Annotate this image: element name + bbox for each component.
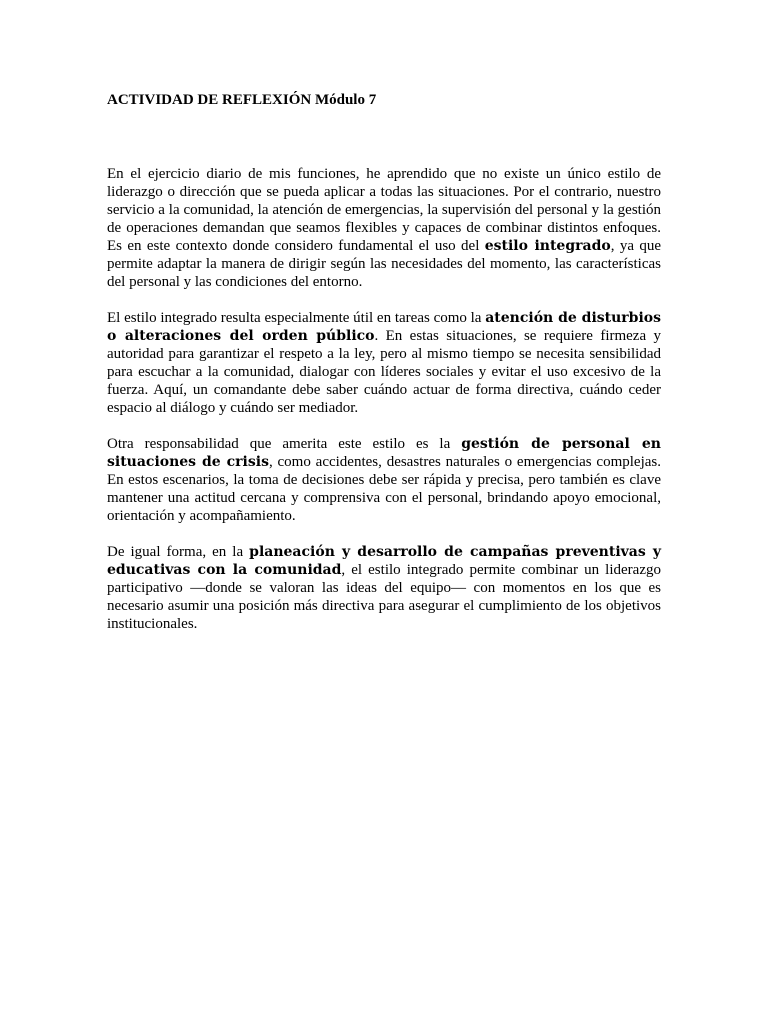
paragraph-2-text-c: . En estas situaciones, se requiere firmeza y autoridad para garantizar el respeto a la ley, pero al mismo tiempo se necesita sensibilidad para escuchar a la comunidad, dialogar con líderes sociales y evitar el uso excesivo de la fuerza. Aquí, un comandante debe saber cuándo actuar de forma directiva, cuándo ceder espacio al diálogo y cuándo ser mediador. — [107, 328, 661, 416]
paragraph-4-text-c: , el estilo integrado permite combinar un liderazgo participativo —donde se valoran las ideas del equipo— con momentos en los que es necesario asumir una posición más directiva para asegurar el cumplimiento de los objetivos institucionales. — [107, 562, 661, 632]
document-body — [107, 91, 661, 651]
document-title: ACTIVIDAD DE REFLEXIÓN Módulo 7 — [107, 92, 377, 108]
paragraph-3-text-c: , como accidentes, desastres naturales o emergencias complejas. En estos escenarios, la toma de decisiones debe ser rápida y precisa, pero también es clave mantener una actitud cercana y comprensiva con el personal, brindando apoyo emocional, orientación y acompañamiento. — [107, 454, 661, 524]
paragraph-2 — [107, 309, 661, 417]
paragraph-2-bold: atención de disturbios o alteraciones del orden público — [107, 310, 662, 344]
paragraph-1-bold: estilo integrado — [484, 238, 611, 254]
paragraph-3-bold: gestión de personal en situaciones de crisis — [107, 436, 661, 470]
paragraph-4 — [107, 543, 661, 633]
paragraph-2-text-a: El estilo integrado resulta especialmente útil en tareas como la — [107, 310, 486, 326]
paragraph-3-text-a: Otra responsabilidad que amerita este estilo es la — [107, 436, 462, 452]
paragraph-1-text-a: En el ejercicio diario de mis funciones, he aprendido que no existe un único estilo de liderazgo o dirección que se pueda aplicar a todas las situaciones. Por el contrario, nuestro servicio a la comunidad, la atención de emergencias, la supervisión del personal y la gestión de operaciones demandan que seamos flexibles y capaces de combinar distintos enfoques. Es en este contexto donde considero fundamental el uso del — [107, 166, 661, 254]
paragraph-1 — [107, 165, 661, 291]
paragraph-1-text-c: , ya que permite adaptar la manera de dirigir según las necesidades del momento, las características del personal y las condiciones del entorno. — [107, 238, 662, 290]
paragraph-4-bold: planeación y desarrollo de campañas preventivas y educativas con la comunidad — [107, 544, 662, 578]
paragraph-4-text-a: De igual forma, en la — [107, 544, 250, 560]
paragraph-3 — [107, 435, 661, 525]
